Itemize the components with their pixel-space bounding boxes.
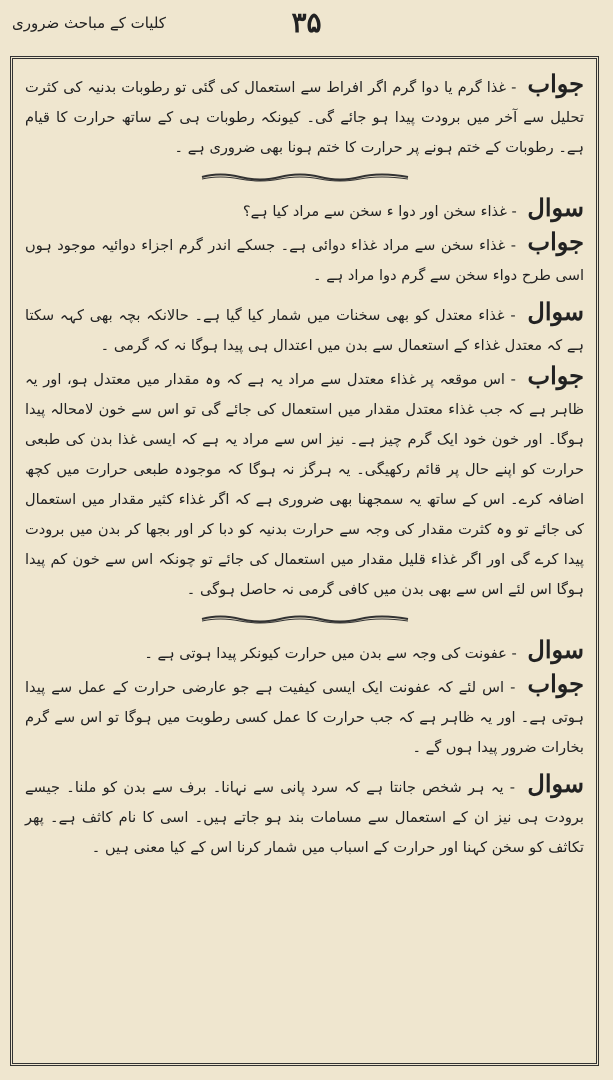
qa-block-4	[25, 635, 584, 763]
page-number: ٣۵	[291, 6, 322, 39]
question-paragraph	[25, 297, 584, 361]
answer-text: - غذا گرم یا دوا گرم اگر افراط سے استعمال کی گئی تو رطوبات بدنیہ کی کثرت تحلیل سے آخر میں برودت پیدا ہو جائے گی۔ کیونکہ رطوبات ہی کے ساتھ حرارت کا قیام ہے۔ رطوبات کے ختم ہونے پر حرارت کا ختم ہونا بھی ضروری ہے ۔	[25, 79, 584, 156]
page-header	[0, 0, 613, 54]
ornament-divider-icon	[200, 171, 410, 183]
answer-paragraph	[25, 669, 584, 763]
question-text: - غذاء سخن اور دوا ء سخن سے مراد کیا ہے؟	[242, 203, 517, 220]
text-frame	[10, 56, 599, 1066]
answer-text: - اس موقعہ پر غذاء معتدل سے مراد یہ ہے کہ وہ مقدار میں معتدل ہو، اور یہ ظاہر ہے کہ جب غذاء معتدل مقدار میں استعمال کی جائے گی تو اس سے خون لامحالہ پیدا ہوگا۔ اور خون خود ایک گرم چیز ہے۔ نیز اس سے مراد یہ ہے کہ ایسی غذا بدن کی طبعی حرارت کو اپنے حال پر قائم رکھیگی۔ یہ ہرگز نہ ہوگا کہ موجودہ طبعی حرارت میں کچھ اضافہ کرے۔ اس کے ساتھ یہ سمجھنا بھی ضروری ہے کہ اگر غذاء کثیر مقدار میں استعمال کی جائے تو وہ کثرت مقدار کی وجہ سے حرارت بدنیہ کو دبا کر اور بجھا کر بدن میں برودت پیدا کرے گی اور اگر غذاء قلیل مقدار میں استعمال کی جائے تو چونکہ اس سے خون کم پیدا ہوگا اس لئے اس سے بھی بدن میں کافی گرمی نہ حاصل ہوگی ۔	[25, 371, 584, 598]
answer-text: - اس لئے کہ عفونت ایک ایسی کیفیت ہے جو عارضی حرارت کے عمل سے پیدا ہوتی ہے۔ اور یہ ظاہر ہے کہ جب حرارت کا عمل کسی رطوبت میں ہوگا تو اس سے گرم بخارات ضرور پیدا ہوں گے ۔	[25, 679, 584, 756]
question-label: سوال	[527, 635, 584, 664]
question-label: سوال	[527, 193, 584, 222]
question-label: سوال	[527, 769, 584, 798]
ornament-divider	[200, 171, 410, 183]
answer-paragraph	[25, 227, 584, 291]
question-text: - یہ ہر شخص جانتا ہے کہ سرد پانی سے نہانا۔ برف سے بدن کو ملنا۔ جیسے برودت ہی نیز ان کے استعمال سے مسامات بند ہو جاتے ہیں۔ اسی کا نام کاثف ہے۔ پھر تکاثف کو سخن کہنا اور حرارت کے اسباب میں شمار کرنا اس کے کیا معنی ہیں ۔	[25, 779, 584, 856]
qa-block-5	[25, 769, 584, 863]
question-label: سوال	[527, 297, 585, 326]
answer-paragraph	[25, 361, 584, 605]
question-paragraph	[25, 193, 584, 227]
answer-label: جواب	[527, 69, 585, 98]
answer-block-1	[25, 69, 584, 163]
answer-text: - غذاء سخن سے مراد غذاء دوائی ہے۔ جسکے اندر گرم اجزاء دوائیہ موجود ہوں اسی طرح دواء سخن سے گرم دوا مراد ہے ۔	[25, 237, 584, 284]
answer-label: جواب	[527, 669, 585, 698]
ornament-divider-icon	[200, 613, 410, 625]
question-text: - عفونت کی وجہ سے بدن میں حرارت کیونکر پیدا ہوتی ہے ۔	[144, 645, 517, 662]
qa-block-3	[25, 297, 584, 605]
answer-label: جواب	[527, 227, 584, 256]
question-paragraph	[25, 635, 584, 669]
answer-paragraph	[25, 69, 584, 163]
answer-label: جواب	[527, 361, 584, 390]
question-paragraph	[25, 769, 584, 863]
running-head: کلیات کے مباحث ضروری	[12, 14, 166, 32]
question-text: - غذاء معتدل کو بھی سخنات میں شمار کیا گیا ہے۔ حالانکہ بچہ بھی کہہ سکتا ہے کہ معتدل غذاء کے استعمال سے بدن میں اعتدال ہی پیدا ہوگا نہ کہ گرمی ۔	[25, 307, 584, 354]
qa-block-2	[25, 193, 584, 291]
ornament-divider	[200, 613, 410, 625]
